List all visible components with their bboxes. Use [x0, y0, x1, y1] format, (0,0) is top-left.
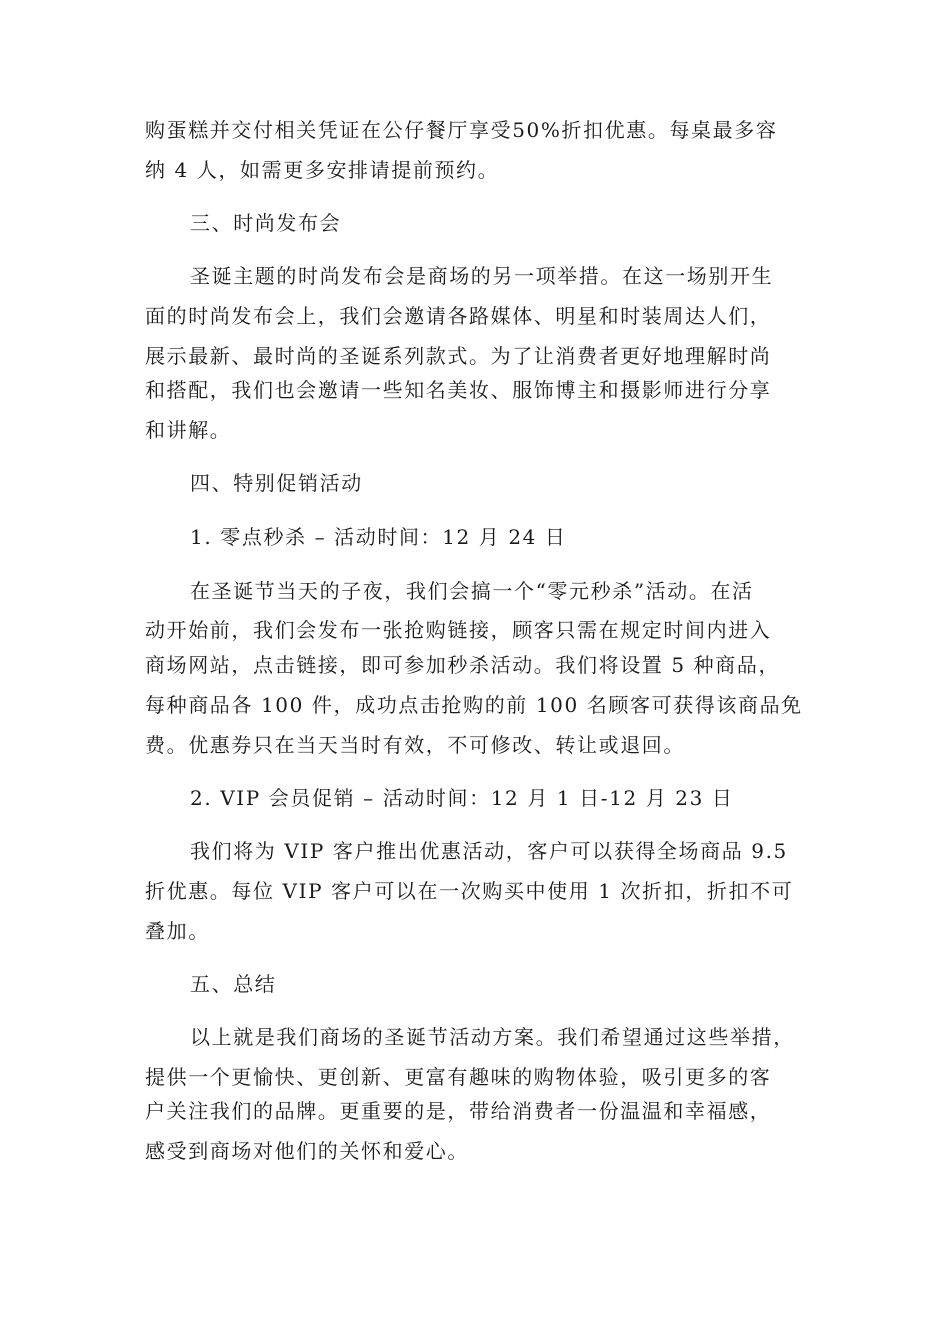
body-text-line: 在圣诞节当天的子夜，我们会搞一个“零元秒杀”活动。在活 [190, 579, 754, 603]
body-text-line: 提供一个更愉快、更创新、更富有趣味的购物体验，吸引更多的客 [145, 1065, 772, 1089]
body-text-line: 以上就是我们商场的圣诞节活动方案。我们希望通过这些举措， [190, 1025, 795, 1049]
body-text-line: 面的时尚发布会上，我们会邀请各路媒体、明星和时装周达人们， [145, 304, 772, 328]
body-text-line: 折优惠。每位 VIP 客户可以在一次购买中使用 1 次折扣，折扣不可 [145, 879, 794, 903]
body-text-line: 展示最新、最时尚的圣诞系列款式。为了让消费者更好地理解时尚 [145, 344, 772, 368]
body-text-line: 每种商品各 100 件，成功点击抢购的前 100 名顾客可获得该商品免 [145, 693, 803, 717]
body-text-line: 圣诞主题的时尚发布会是商场的另一项举措。在这一场别开生 [190, 264, 774, 288]
body-text-line: 动开始前，我们会发布一张抢购链接，顾客只需在规定时间内进入 [145, 618, 772, 642]
body-text-line: 感受到商场对他们的关怀和爱心。 [145, 1139, 469, 1163]
body-text-line: 我们将为 VIP 客户推出优惠活动，客户可以获得全场商品 9.5 [190, 839, 788, 863]
body-text-line: 购蛋糕并交付相关凭证在公仔餐厅享受50%折扣优惠。每桌最多容 [145, 118, 778, 142]
section-heading: 五、总结 [190, 972, 277, 996]
body-text-line: 商场网站，点击链接，即可参加秒杀活动。我们将设置 5 种商品， [145, 653, 781, 677]
body-text-line: 费。优惠券只在当天当时有效，不可修改、转让或退回。 [145, 733, 685, 757]
section-heading: 三、时尚发布会 [190, 211, 342, 235]
body-text-line: 和讲解。 [145, 418, 232, 442]
body-text-line: 叠加。 [145, 919, 210, 943]
body-text-line: 和搭配，我们也会邀请一些知名美妆、服饰博主和摄影师进行分享 [145, 378, 772, 402]
section-heading: 四、特别促销活动 [190, 471, 363, 495]
body-text-line: 户关注我们的品牌。更重要的是，带给消费者一份温温和幸福感， [145, 1099, 772, 1123]
list-item-title: 1. 零点秒杀 – 活动时间：12 月 24 日 [190, 525, 567, 549]
body-text-line: 纳 4 人，如需更多安排请提前预约。 [145, 158, 500, 182]
list-item-title: 2. VIP 会员促销 – 活动时间：12 月 1 日-12 月 23 日 [190, 786, 734, 810]
